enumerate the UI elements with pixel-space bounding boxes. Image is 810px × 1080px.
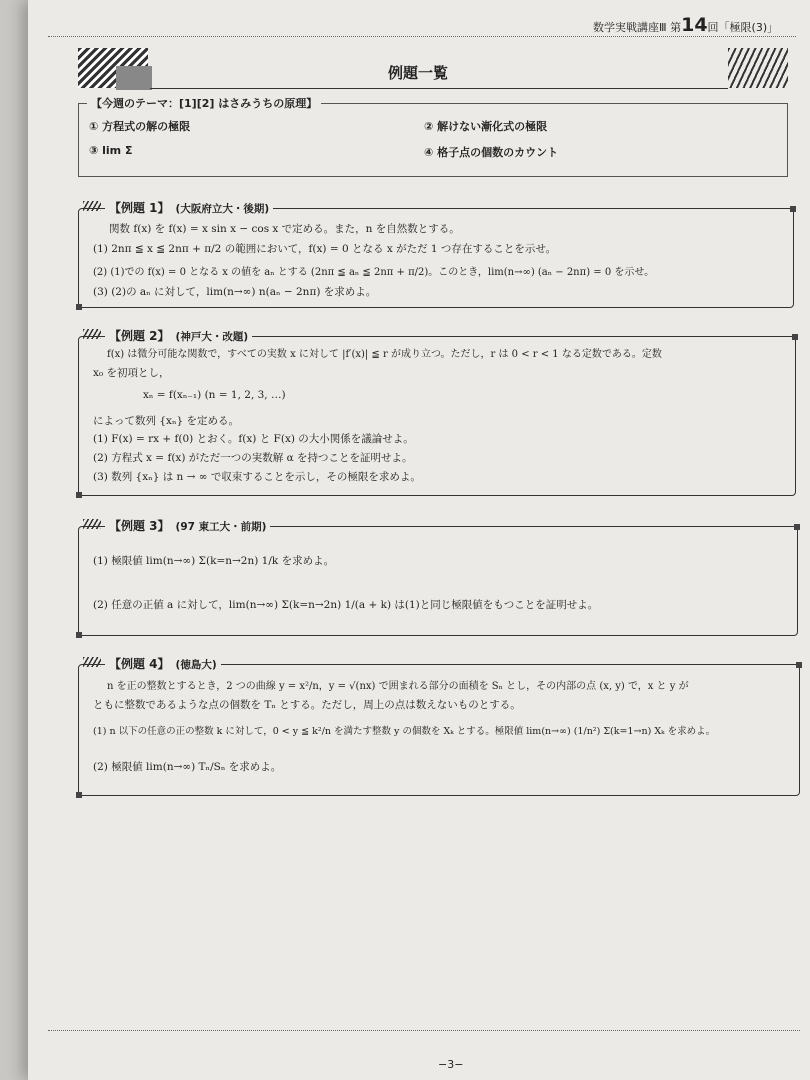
corner-mark (76, 792, 82, 798)
lecture-topic: 回「極限(3)」 (707, 21, 779, 34)
example-text: x₀ を初項とし， (93, 367, 170, 379)
example-text: f(x) は微分可能な関数で，すべての実数 x に対して |f′(x)| ≦ r が成り立つ。ただし，r は 0 < r < 1 なる定数である。定数 (107, 349, 662, 360)
example-text: (1) n 以下の任意の正の整数 k に対して，0 < y ≦ k²/n を満たす整数 y の個数を Xₖ とする。極限値 lim(n→∞) (1/n²) Σ(k=1→n) Xₖ を求めよ。 (93, 726, 716, 737)
example-source: (徳島大) (175, 659, 217, 671)
corner-mark (794, 524, 800, 530)
corner-mark (76, 304, 82, 310)
example-heading (105, 199, 273, 216)
example-text: (3) (2)の aₙ に対して，lim(n→∞) n(aₙ − 2nπ) を求めよ。 (93, 286, 377, 298)
corner-mark (76, 632, 82, 638)
example-2-box (78, 329, 796, 496)
course-header (593, 14, 778, 36)
example-heading (105, 327, 252, 344)
theme-item: ④ 格子点の個数のカウント (424, 146, 559, 159)
example-text: (2) 極限値 lim(n→∞) Tₙ/Sₙ を求めよ。 (93, 761, 282, 773)
example-text: によって数列 {xₙ} を定める。 (93, 415, 239, 427)
example-text: (2) (1)での f(x) = 0 となる x の値を aₙ とする (2nπ ≦ aₙ ≦ 2nπ + π/2)。このとき，lim(n→∞) (aₙ − 2nπ) = 0 を示せ。 (93, 267, 655, 278)
example-label: 【例題 2】 (109, 329, 170, 343)
banner-grey-block (116, 66, 152, 90)
corner-mark (796, 662, 802, 668)
page-title: 例題一覧 (388, 64, 449, 82)
example-text: 関数 f(x) を f(x) = x sin x − cos x で定める。また，n を自然数とする。 (109, 223, 460, 235)
hatch-decoration (83, 519, 101, 529)
hatch-decoration (83, 329, 101, 339)
title-banner (78, 48, 788, 96)
banner-rule (150, 88, 728, 89)
corner-mark (790, 206, 796, 212)
example-text: (1) 2nπ ≦ x ≦ 2nπ + π/2 の範囲において，f(x) = 0 となる x がただ 1 つ存在することを示せ。 (93, 243, 557, 255)
example-text: ともに整数であるような点の個数を Tₙ とする。ただし，周上の点は数えないものとする。 (93, 699, 521, 711)
example-text: (2) 任意の正値 a に対して，lim(n→∞) Σ(k=n→2n) 1/(a + k) は(1)と同じ極限値をもつことを証明せよ。 (93, 599, 599, 611)
example-source: (97 東工大・前期) (175, 521, 267, 533)
example-text: (2) 方程式 x = f(x) がただ一つの実数解 α を持つことを証明せよ。 (93, 452, 413, 464)
theme-item: ② 解けない漸化式の極限 (424, 120, 548, 133)
theme-title: 【今週のテーマ：[1][2] はさみうちの原理】 (87, 95, 321, 111)
lecture-number: 14 (681, 14, 708, 36)
example-text: (1) 極限値 lim(n→∞) Σ(k=n→2n) 1/k を求めよ。 (93, 555, 335, 567)
example-3-box (78, 519, 798, 636)
hatch-decoration (83, 657, 101, 667)
example-text: (3) 数列 {xₙ} は n → ∞ で収束することを示し，その極限を求めよ。 (93, 471, 421, 483)
example-text: (1) F(x) = rx + f(0) とおく。f(x) と F(x) の大小関係を議論せよ。 (93, 433, 414, 445)
course-name: 数学実戦講座Ⅲ 第 (593, 21, 682, 34)
corner-mark (792, 334, 798, 340)
example-label: 【例題 4】 (109, 657, 170, 671)
theme-item: ① 方程式の解の極限 (89, 120, 191, 133)
example-heading (105, 517, 270, 534)
example-4-box (78, 657, 800, 796)
theme-item: ③ lim Σ (89, 144, 133, 157)
example-source: (大阪府立大・後期) (175, 203, 270, 215)
theme-box (78, 97, 788, 177)
example-label: 【例題 1】 (109, 201, 170, 215)
footer-divider (48, 1030, 800, 1031)
example-source: (神戸大・改題) (175, 331, 249, 343)
example-1-box (78, 201, 794, 308)
header-divider (48, 36, 796, 37)
banner-right-decoration (728, 48, 788, 88)
example-text: xₙ = f(xₙ₋₁) (n = 1, 2, 3, …) (143, 389, 286, 401)
hatch-decoration (83, 201, 101, 211)
page-number: −3− (438, 1058, 464, 1071)
example-heading (105, 655, 221, 672)
example-label: 【例題 3】 (109, 519, 170, 533)
corner-mark (76, 492, 82, 498)
example-text: n を正の整数とするとき，2 つの曲線 y = x²/n，y = √(nx) で囲まれる部分の面積を Sₙ とし，その内部の点 (x, y) で，x と y が (107, 681, 689, 692)
document-page (28, 0, 810, 1080)
